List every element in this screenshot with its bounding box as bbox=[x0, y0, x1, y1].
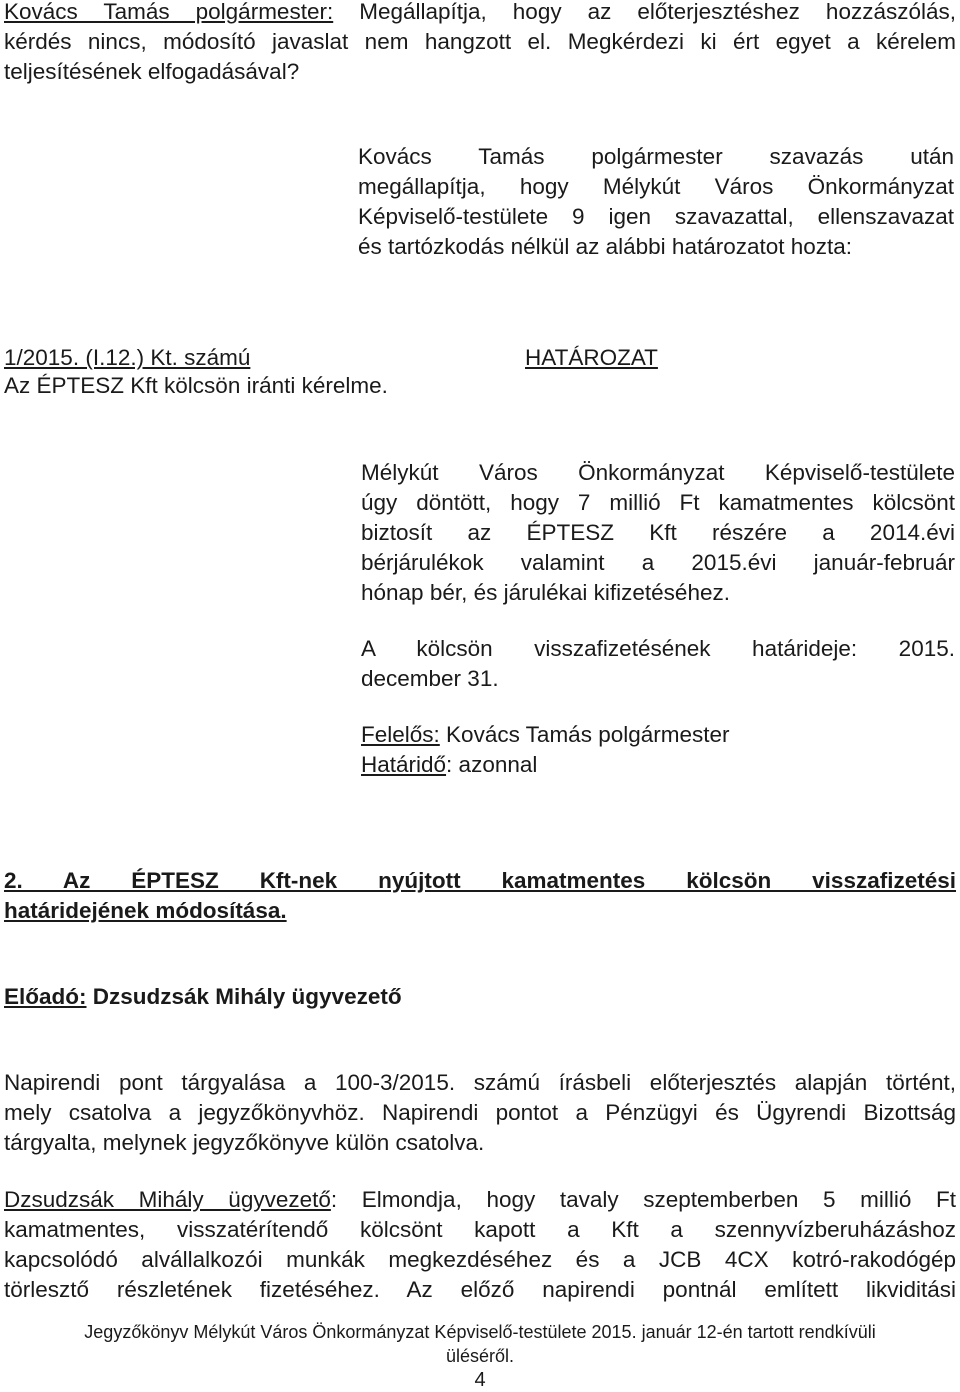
vote-line: megállapítja, hogy Mélykút Város Önkormányzat bbox=[358, 174, 954, 199]
page-footer bbox=[0, 1320, 960, 1392]
agenda-intro bbox=[4, 1068, 956, 1158]
intro-line: tárgyalta, melynek jegyzőkönyve külön csatolva. bbox=[4, 1130, 485, 1155]
resolution-number: 1/2015. (I.12.) Kt. számú bbox=[4, 345, 251, 370]
resolution-line: Mélykút Város Önkormányzat Képviselő-testülete bbox=[361, 460, 955, 485]
mayor-line-1: Kovács Tamás polgármester: Megállapítja, hogy az előterjesztéshez hozzászólás, bbox=[4, 0, 956, 24]
page-number: 4 bbox=[474, 1369, 486, 1391]
vote-statement bbox=[358, 142, 954, 262]
presenter-label: Előadó: bbox=[4, 984, 87, 1009]
resolution-subject: Az ÉPTESZ Kft kölcsön iránti kérelme. bbox=[4, 373, 388, 398]
speech-line: törlesztő részletének fizetéséhez. Az előző napirendi pontnál említett likviditási bbox=[4, 1277, 956, 1302]
resolution-line: biztosít az ÉPTESZ Kft részére a 2014.évi bbox=[361, 520, 955, 545]
resolution-body bbox=[361, 458, 955, 608]
deadline-line: december 31. bbox=[361, 666, 499, 691]
vote-line: Kovács Tamás polgármester szavazás után bbox=[358, 144, 954, 169]
resolution-line: bérjárulékok valamint a 2015.évi január-február bbox=[361, 550, 955, 575]
due-value: : azonnal bbox=[446, 752, 538, 777]
vote-line: Képviselő-testülete 9 igen szavazattal, ellenszavazat bbox=[358, 204, 954, 229]
intro-line: mely csatolva a jegyzőkönyvhöz. Napirendi pontot a Pénzügyi és Ügyrendi Bizottság bbox=[4, 1100, 956, 1125]
resolution-responsible bbox=[361, 720, 955, 780]
resolution-line: hónap bér, és járulékai kifizetéséhez. bbox=[361, 580, 730, 605]
resolution-heading: HATÁROZAT bbox=[525, 345, 658, 370]
resolution-line: úgy döntött, hogy 7 millió Ft kamatmentes kölcsönt bbox=[361, 490, 955, 515]
mayor-line-2: kérdés nincs, módosító javaslat nem hangzott el. Megkérdezi ki ért egyet a kérelem bbox=[4, 29, 956, 54]
paragraph-mayor-statement bbox=[4, 0, 956, 87]
speech-speaker: Dzsudzsák Mihály ügyvezető bbox=[4, 1187, 331, 1212]
speech-line: kapcsolódó alvállalkozói munkák megkezdéséhez és a JCB 4CX kotró-rakodógép bbox=[4, 1247, 956, 1272]
responsible-label: Felelős: bbox=[361, 722, 440, 747]
speech-paragraph bbox=[4, 1185, 956, 1305]
deadline-line: A kölcsön visszafizetésének határideje: 2015. bbox=[361, 636, 955, 661]
due-label: Határidő bbox=[361, 752, 447, 777]
intro-line: Napirendi pont tárgyalása a 100-3/2015. számú írásbeli előterjesztés alapján történt, bbox=[4, 1070, 956, 1095]
agenda-presenter bbox=[4, 982, 402, 1012]
footer-line-2: üléséről. bbox=[445, 1346, 515, 1366]
responsible-value: Kovács Tamás polgármester bbox=[439, 722, 730, 747]
vote-line: és tartózkodás nélkül az alábbi határozatot hozta: bbox=[358, 234, 853, 259]
agenda-title-line: határidejének módosítása. bbox=[4, 898, 287, 923]
speaker-label: Kovács Tamás polgármester: bbox=[4, 0, 334, 24]
mayor-line-3: teljesítésének elfogadásával? bbox=[4, 59, 300, 84]
resolution-deadline bbox=[361, 634, 955, 694]
footer-line-1: Jegyzőkönyv Mélykút Város Önkormányzat Képviselő-testülete 2015. január 12-én tartott rendkívüli bbox=[84, 1322, 876, 1342]
agenda-item-2-title bbox=[4, 866, 956, 926]
presenter-value: Dzsudzsák Mihály ügyvezető bbox=[86, 984, 402, 1009]
speech-line: kamatmentes, visszatérítendő kölcsönt kapott a Kft a szennyvízberuházáshoz bbox=[4, 1217, 956, 1242]
speech-line: Dzsudzsák Mihály ügyvezető: Elmondja, hogy tavaly szeptemberben 5 millió Ft bbox=[4, 1187, 956, 1212]
agenda-title-line: 2. Az ÉPTESZ Kft-nek nyújtott kamatmentes kölcsön visszafizetési bbox=[4, 868, 956, 893]
